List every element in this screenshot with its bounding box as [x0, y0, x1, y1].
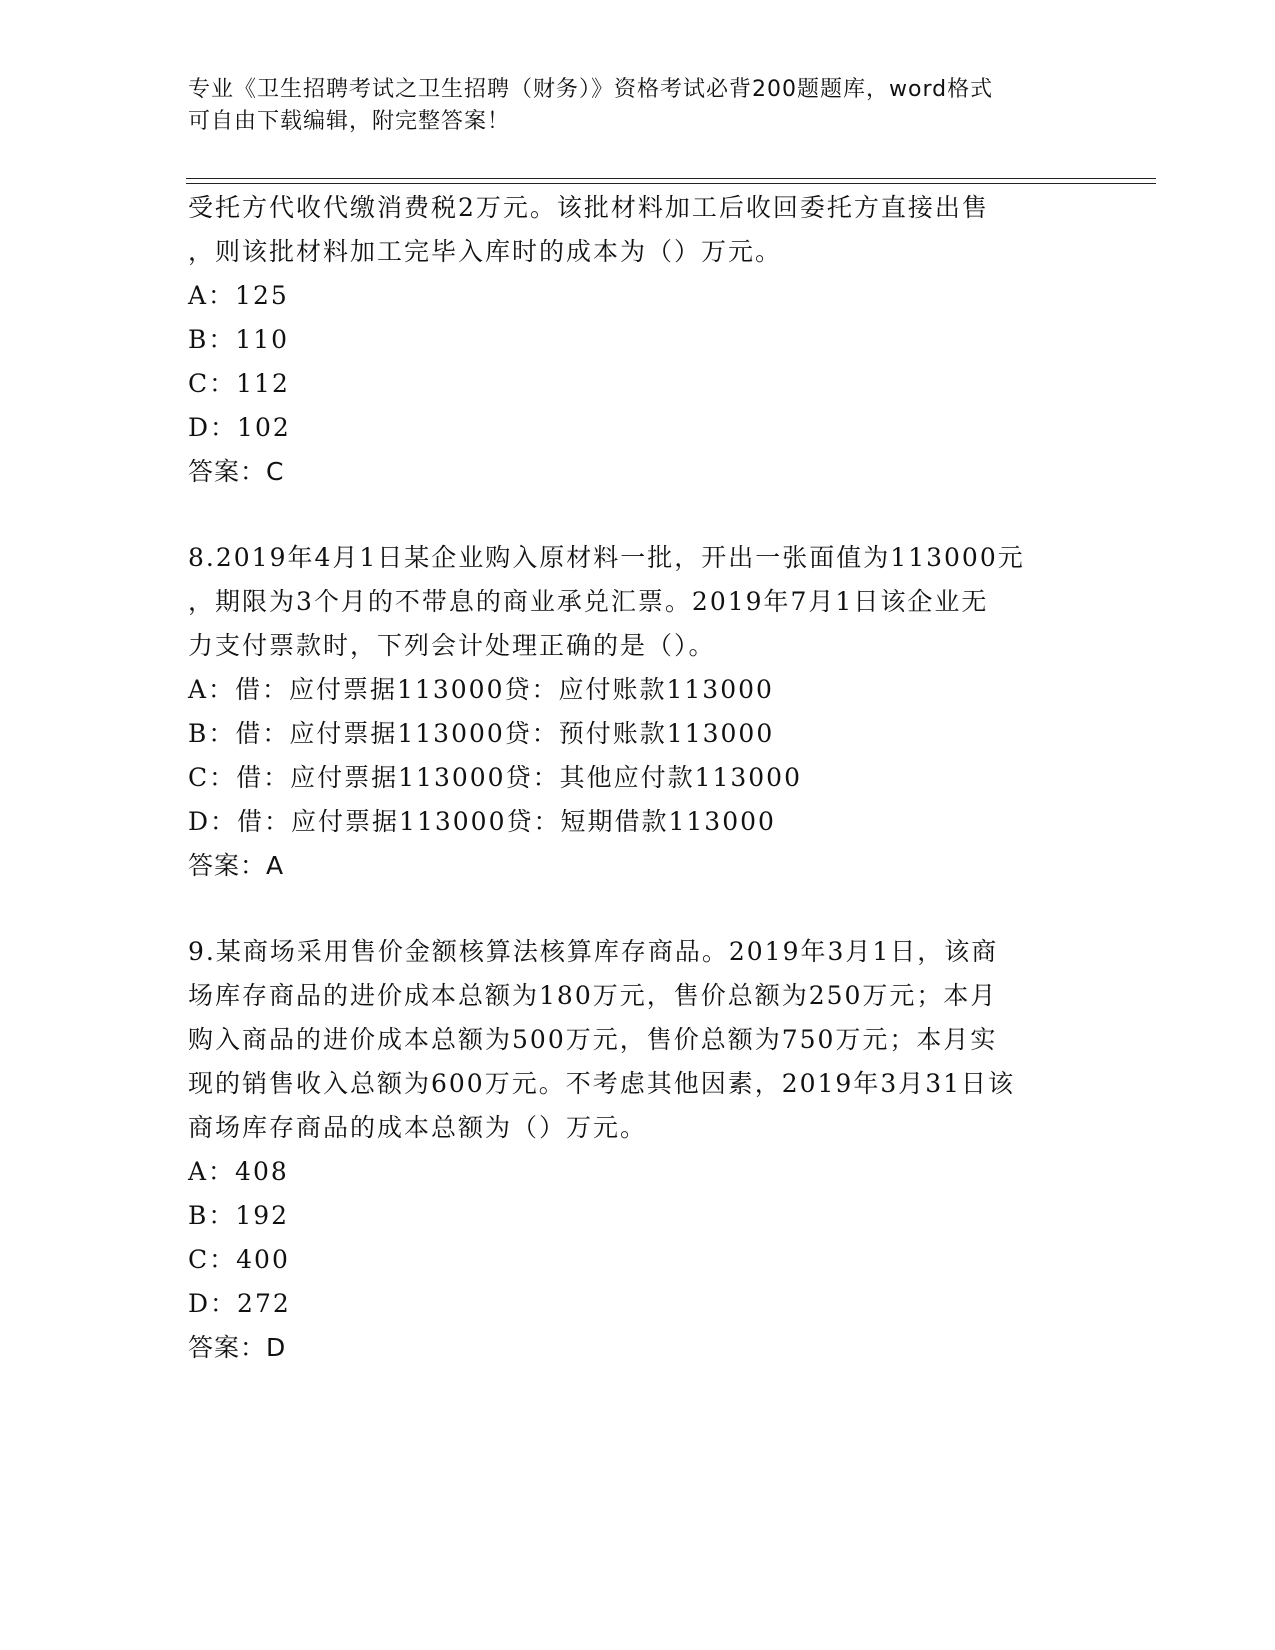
q8-stem-line-1: 8.2019年4月1日某企业购入原材料一批，开出一张面值为113000元 [188, 543, 1025, 572]
header-divider-bottom [186, 183, 1156, 184]
q9-stem-line-4: 现的销售收入总额为600万元。不考虑其他因素，2019年3月31日该 [188, 1069, 1016, 1098]
q9-stem-line-2: 场库存商品的进价成本总额为180万元，售价总额为250万元；本月 [188, 981, 998, 1010]
q8-option-d: D：借：应付票据113000贷：短期借款113000 [188, 807, 776, 836]
q8-option-c: C：借：应付票据113000贷：其他应付款113000 [188, 763, 802, 792]
header-divider-top [186, 178, 1156, 179]
header-title-line-1: 专业《卫生招聘考试之卫生招聘（财务）》资格考试必背200题题库，word格式 [188, 77, 994, 102]
q9-stem-line-3: 购入商品的进价成本总额为500万元，售价总额为750万元；本月实 [188, 1025, 998, 1054]
q8-stem-line-2: ，期限为3个月的不带息的商业承兑汇票。2019年7月1日该企业无 [188, 587, 989, 616]
q7-stem-line-2: ，则该批材料加工完毕入库时的成本为（）万元。 [188, 237, 783, 266]
q7-option-a: A：125 [188, 281, 289, 310]
q8-stem-line-3: 力支付票款时，下列会计处理正确的是（）。 [188, 631, 716, 660]
q8-option-b: B：借：应付票据113000贷：预付账款113000 [188, 719, 775, 748]
q9-option-d: D：272 [188, 1289, 291, 1318]
q7-option-b: B：110 [188, 325, 290, 354]
q9-option-a: A：408 [188, 1157, 289, 1186]
q7-answer: 答案：C [188, 457, 285, 486]
q7-option-d: D：102 [188, 413, 291, 442]
q9-option-c: C：400 [188, 1245, 290, 1274]
q9-stem-line-5: 商场库存商品的成本总额为（）万元。 [188, 1113, 648, 1142]
q7-stem-line-1: 受托方代收代缴消费税2万元。该批材料加工后收回委托方直接出售 [188, 193, 989, 222]
q9-option-b: B：192 [188, 1201, 290, 1230]
q9-answer: 答案：D [188, 1333, 287, 1362]
q8-answer: 答案：A [188, 851, 285, 880]
q7-option-c: C：112 [188, 369, 290, 398]
header-title-line-2: 可自由下载编辑，附完整答案！ [188, 109, 511, 134]
q9-stem-line-1: 9.某商场采用售价金额核算法核算库存商品。2019年3月1日，该商 [188, 937, 999, 966]
document-header [188, 74, 1088, 138]
q8-option-a: A：借：应付票据113000贷：应付账款113000 [188, 675, 774, 704]
